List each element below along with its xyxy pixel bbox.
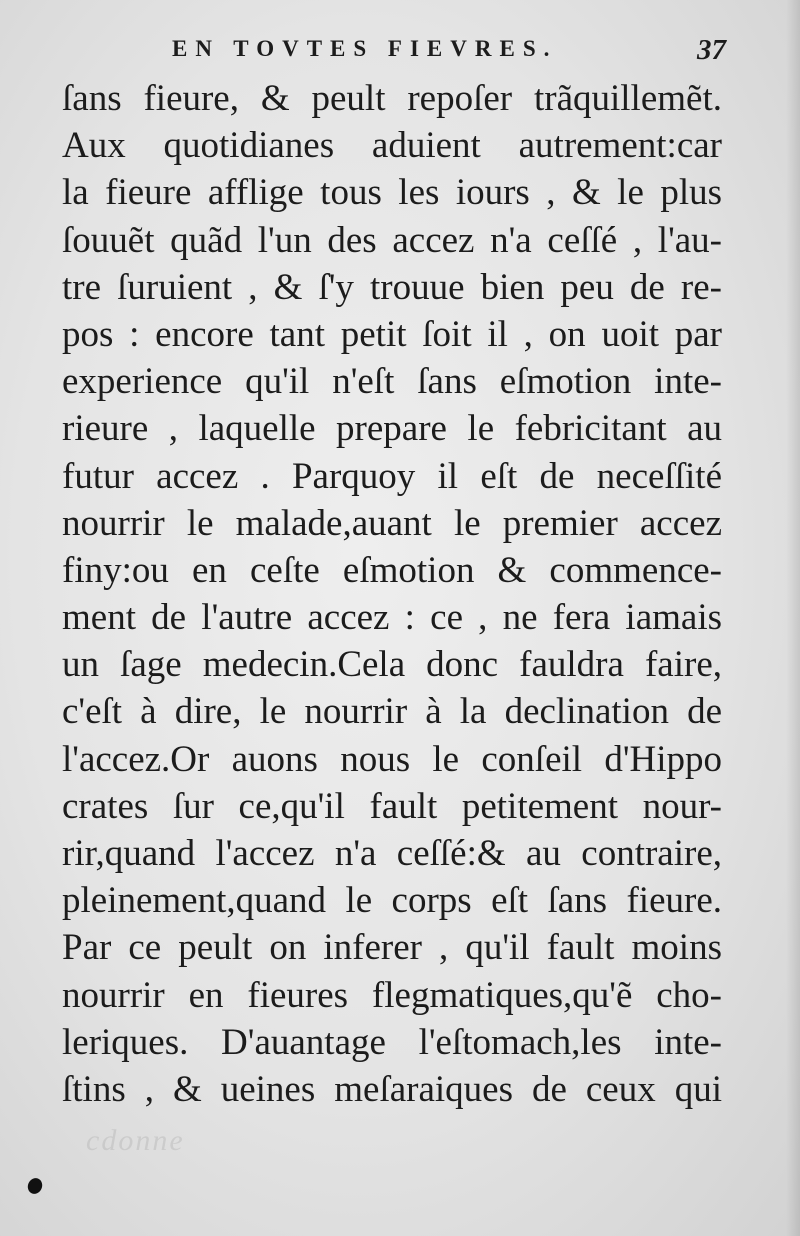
text-line: c'eſt à dire, le nourrir à la declination de — [62, 691, 722, 733]
text-line: pleinement,quand le corps eſt ſans fieure. — [62, 880, 722, 922]
text-line: finy:ou en ceſte eſmotion & commence- — [62, 549, 722, 591]
body-text — [62, 75, 722, 1113]
text-line: nourrir en fieures flegmatiques,qu'ẽ cho- — [62, 974, 722, 1016]
text-line: ment de l'autre accez : ce , ne fera iamais — [62, 597, 722, 639]
text-line: Aux quotidianes aduient autrement:car — [62, 125, 722, 167]
page-number: 37 — [697, 34, 726, 66]
text-line: ſtins , & ueines meſaraiques de ceux qui — [62, 1068, 722, 1110]
text-line: leriques. D'auantage l'eſtomach,les inte- — [62, 1021, 722, 1063]
page-header — [66, 30, 726, 70]
ink-speck — [25, 1176, 44, 1196]
text-line: la fieure afflige tous les iours , & le plus — [62, 172, 722, 214]
bleed-through-text: cdonne — [86, 1124, 185, 1157]
page-edge-shadow — [786, 0, 800, 1236]
text-line: rieure , laquelle prepare le febricitant au — [62, 408, 722, 450]
text-line: ſans fieure, & peult repoſer trãquillemẽt. — [62, 78, 722, 119]
text-line: l'accez.Or auons nous le conſeil d'Hippo — [62, 738, 722, 780]
text-line: rir,quand l'accez n'a ceſſé:& au contraire, — [62, 833, 722, 874]
text-line: tre ſuruient , & ſ'y trouue bien peu de re- — [62, 266, 722, 308]
text-line: experience qu'il n'eſt ſans eſmotion inte- — [62, 361, 722, 403]
text-line: un ſage medecin.Cela donc fauldra faire, — [62, 644, 722, 686]
text-line: crates ſur ce,qu'il fault petitement nour- — [62, 785, 722, 827]
text-line: Par ce peult on inferer , qu'il fault moins — [62, 927, 722, 969]
running-head: EN TOVTES FIEVRES. — [172, 36, 558, 61]
text-line: nourrir le malade,auant le premier accez — [62, 502, 722, 544]
text-line: ſouuẽt quãd l'un des accez n'a ceſſé , l'au- — [62, 219, 722, 261]
text-line: futur accez . Parquoy il eſt de neceſſité — [62, 455, 722, 497]
text-line: pos : encore tant petit ſoit il , on uoit par — [62, 313, 722, 355]
